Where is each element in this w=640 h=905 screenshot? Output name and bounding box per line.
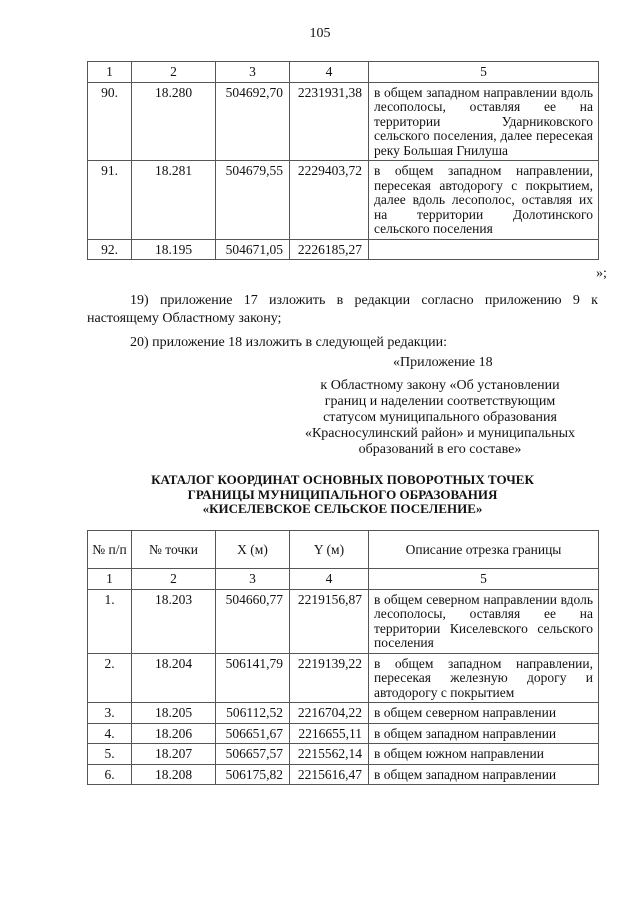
point-number: 18.208 [132, 764, 216, 785]
y-coordinate: 2219139,22 [290, 653, 369, 703]
appendix-subtitle-line: границ и наделении соответствующим [324, 394, 556, 409]
segment-description: в общем западном направлении, пересекая железную дорогу и автодорогу с покрытием [369, 653, 599, 703]
column-number: 2 [132, 569, 216, 590]
row-index: 5. [88, 744, 132, 765]
column-number: 5 [369, 569, 599, 590]
table-row [88, 239, 599, 260]
table-row [88, 589, 599, 653]
column-header-description: Описание отрезка границы [369, 531, 599, 569]
column-number: 1 [88, 62, 132, 83]
appendix-subtitle-line: статусом муниципального образования [323, 410, 557, 425]
point-number: 18.207 [132, 744, 216, 765]
x-coordinate: 506141,79 [216, 653, 290, 703]
point-number: 18.195 [132, 239, 216, 260]
table-row [88, 744, 599, 765]
coordinates-catalog-table [87, 530, 599, 785]
x-coordinate: 504679,55 [216, 161, 290, 240]
column-header-point: № точки [132, 531, 216, 569]
table-row [88, 161, 599, 240]
page-number: 105 [309, 26, 331, 41]
row-index: 1. [88, 589, 132, 653]
column-number: 1 [88, 569, 132, 590]
table-row [88, 723, 599, 744]
y-coordinate: 2216655,11 [290, 723, 369, 744]
x-coordinate: 506112,52 [216, 703, 290, 724]
table-header-numbering [88, 569, 599, 590]
point-number: 18.203 [132, 589, 216, 653]
column-header-y: Y (м) [290, 531, 369, 569]
column-number: 4 [290, 569, 369, 590]
y-coordinate: 2219156,87 [290, 589, 369, 653]
point-number: 18.205 [132, 703, 216, 724]
segment-description: в общем северном направлении [369, 703, 599, 724]
appendix-subtitle-line: «Красносулинский район» и муниципальных [304, 426, 576, 441]
point-number: 18.280 [132, 82, 216, 161]
row-index: 4. [88, 723, 132, 744]
segment-description: в общем южном направлении [369, 744, 599, 765]
column-number: 2 [132, 62, 216, 83]
column-number: 4 [290, 62, 369, 83]
paragraph-20-text: 20) приложение 18 изложить в следующей редакции: [130, 335, 447, 350]
point-number: 18.281 [132, 161, 216, 240]
table-header-row [88, 531, 599, 569]
segment-description: в общем западном направлении вдоль лесополосы, оставляя ее на территории Ударниковского сельского поселения, далее пересекая реку Большая Гнилуша [369, 82, 599, 161]
column-number: 5 [369, 62, 599, 83]
x-coordinate: 506651,67 [216, 723, 290, 744]
y-coordinate: 2231931,38 [290, 82, 369, 161]
paragraph-19 [87, 292, 598, 328]
segment-description: в общем западном направлении [369, 723, 599, 744]
segment-description: в общем западном направлении [369, 764, 599, 785]
column-number: 3 [216, 62, 290, 83]
point-number: 18.204 [132, 653, 216, 703]
paragraph-19-text: 19) приложение 17 изложить в редакции согласно приложению 9 к настоящему Областному закону; [87, 293, 598, 326]
segment-description: в общем северном направлении вдоль лесополосы, оставляя ее на территории Киселевского сельского поселения [369, 589, 599, 653]
appendix-title: «Приложение 18 [393, 355, 493, 370]
x-coordinate: 504671,05 [216, 239, 290, 260]
table-row [88, 82, 599, 161]
row-index: 90. [88, 82, 132, 161]
table-row [88, 653, 599, 703]
y-coordinate: 2226185,27 [290, 239, 369, 260]
column-number: 3 [216, 569, 290, 590]
column-header-x: X (м) [216, 531, 290, 569]
catalog-title-line: КАТАЛОГ КООРДИНАТ ОСНОВНЫХ ПОВОРОТНЫХ ТОЧЕК [151, 472, 534, 487]
row-index: 92. [88, 239, 132, 260]
y-coordinate: 2215562,14 [290, 744, 369, 765]
appendix-subtitle-line: образований в его составе» [358, 442, 522, 457]
row-index: 3. [88, 703, 132, 724]
coordinates-table-continued [87, 61, 599, 260]
x-coordinate: 504660,77 [216, 589, 290, 653]
y-coordinate: 2229403,72 [290, 161, 369, 240]
table-closing-mark: »; [596, 266, 607, 281]
column-header-index: № п/п [88, 531, 132, 569]
x-coordinate: 506657,57 [216, 744, 290, 765]
table-row [88, 703, 599, 724]
paragraph-20 [87, 334, 598, 352]
appendix-subtitle-line: к Областному закону «Об установлении [320, 378, 560, 393]
catalog-title-line: ГРАНИЦЫ МУНИЦИПАЛЬНОГО ОБРАЗОВАНИЯ [187, 486, 498, 502]
segment-description: в общем западном направлении, пересекая автодорогу с покрытием, далее вдоль лесополос, оставляя их на территории Долотинского сельского поселения [369, 161, 599, 240]
row-index: 6. [88, 764, 132, 785]
table-header-numbering [88, 62, 599, 83]
x-coordinate: 504692,70 [216, 82, 290, 161]
point-number: 18.206 [132, 723, 216, 744]
appendix-subtitle [290, 378, 590, 458]
y-coordinate: 2215616,47 [290, 764, 369, 785]
segment-description [369, 239, 599, 260]
catalog-title [87, 473, 598, 517]
catalog-title-line: «КИСЕЛЕВСКОЕ СЕЛЬСКОЕ ПОСЕЛЕНИЕ» [202, 501, 483, 516]
table-row [88, 764, 599, 785]
row-index: 2. [88, 653, 132, 703]
row-index: 91. [88, 161, 132, 240]
x-coordinate: 506175,82 [216, 764, 290, 785]
y-coordinate: 2216704,22 [290, 703, 369, 724]
